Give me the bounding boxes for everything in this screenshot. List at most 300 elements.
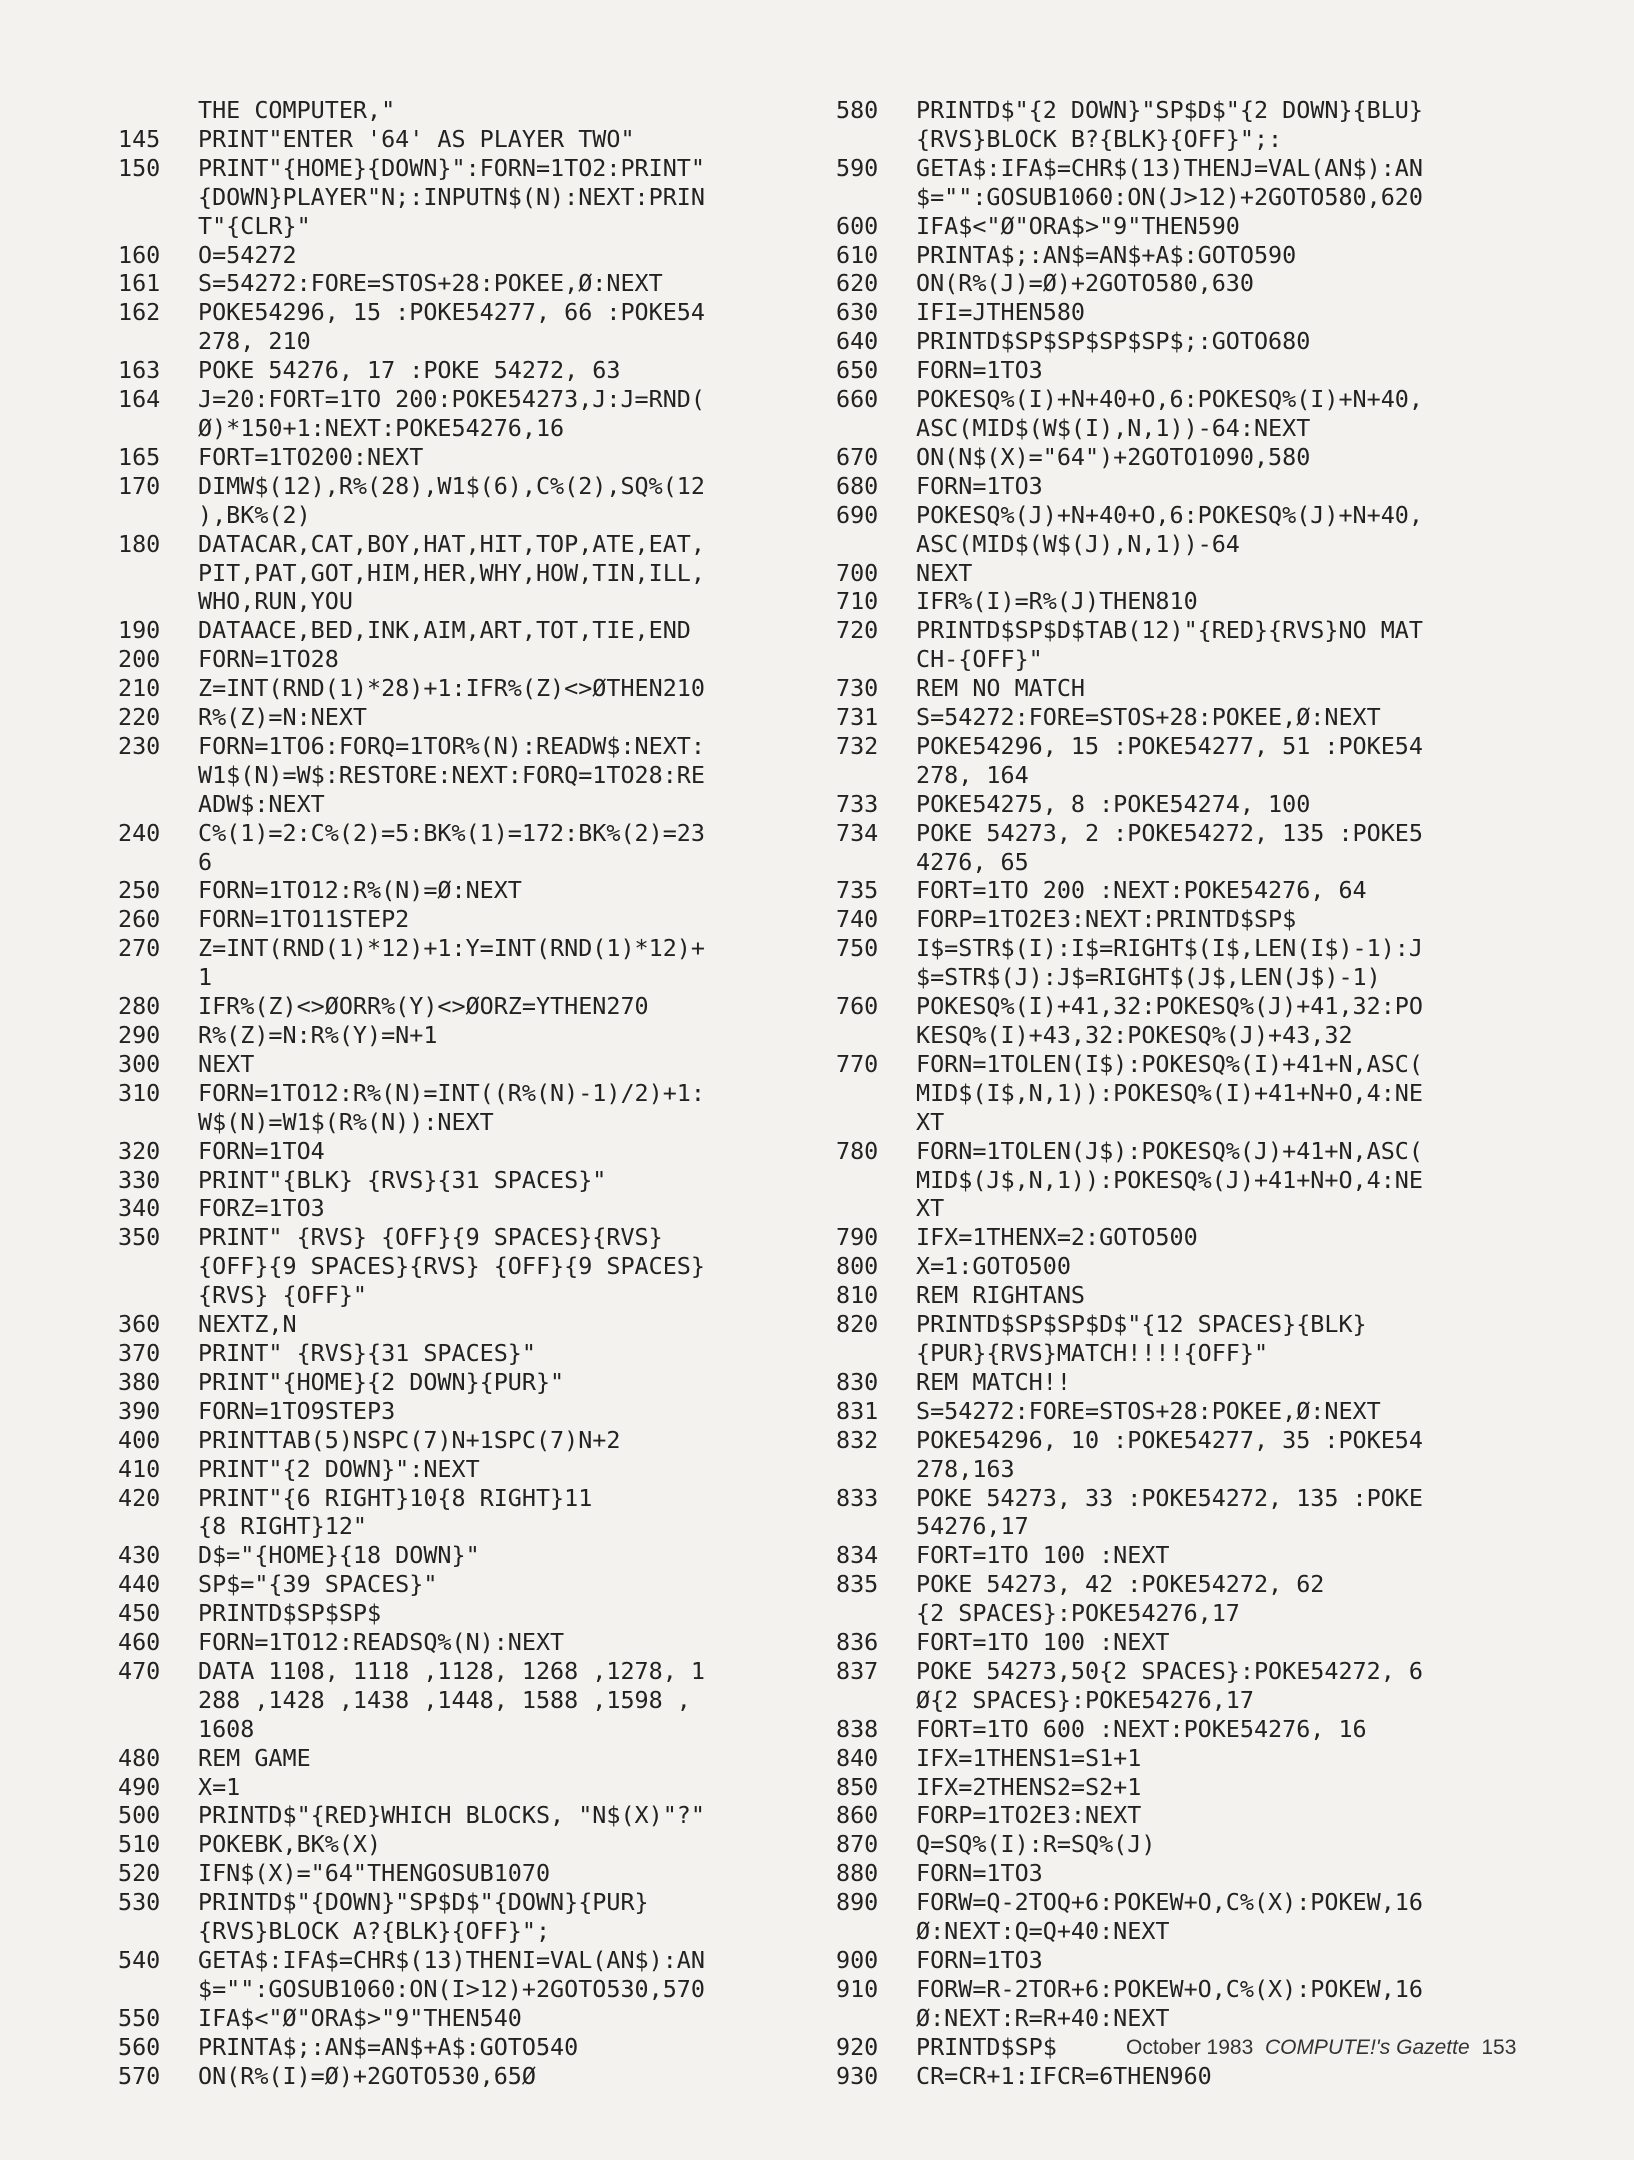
code-text: NEXTZ,N xyxy=(198,1310,297,1339)
code-line xyxy=(118,934,808,963)
line-number: 640 xyxy=(836,327,879,356)
code-text: NEXT xyxy=(198,1049,255,1078)
code-line xyxy=(836,154,1536,183)
code-text: FORN=1TO28 xyxy=(198,645,339,674)
line-number: 460 xyxy=(118,1628,161,1657)
line-number xyxy=(118,1281,198,1310)
code-line xyxy=(118,472,808,501)
code-text: FORP=1TO2E3:NEXT xyxy=(916,1801,1142,1830)
line-number: 880 xyxy=(836,1859,879,1888)
line-number: 700 xyxy=(836,558,879,587)
code-text: ADW$:NEXT xyxy=(198,789,325,818)
code-text: IFA$<"Ø"ORA$>"9"THEN590 xyxy=(916,211,1240,240)
line-number xyxy=(118,1686,198,1715)
line-number xyxy=(836,1339,916,1368)
code-line xyxy=(836,1252,1536,1281)
code-text: $=STR$(J):J$=RIGHT$(J$,LEN(J$)-1) xyxy=(916,963,1381,992)
code-line xyxy=(836,1801,1536,1830)
code-text: FORN=1TO4 xyxy=(198,1136,325,1165)
line-number: 220 xyxy=(118,703,161,732)
code-text: {2 SPACES}:POKE54276,17 xyxy=(916,1599,1240,1628)
line-number: 840 xyxy=(836,1743,879,1772)
code-text: PRINT" {RVS}{31 SPACES}" xyxy=(198,1338,536,1367)
code-line xyxy=(836,934,1536,963)
line-number: 530 xyxy=(118,1888,161,1917)
code-text: PRINTD$"{DOWN}"SP$D$"{DOWN}{PUR} xyxy=(198,1888,649,1917)
code-text: PRINT"ENTER '64' AS PLAYER TWO" xyxy=(198,124,635,153)
line-number: 750 xyxy=(836,934,879,963)
code-line xyxy=(836,645,1536,674)
code-line xyxy=(118,183,808,212)
line-number: 260 xyxy=(118,905,161,934)
line-number: 620 xyxy=(836,269,879,298)
code-line xyxy=(118,1628,808,1657)
line-number xyxy=(836,1686,916,1715)
code-line xyxy=(118,674,808,703)
code-text: FORN=1TO3 xyxy=(916,356,1043,385)
line-number: 150 xyxy=(118,153,161,182)
line-number: 831 xyxy=(836,1396,879,1425)
line-number: 832 xyxy=(836,1425,879,1454)
line-number xyxy=(118,1252,198,1281)
line-number: 480 xyxy=(118,1743,161,1772)
code-text: FORP=1TO2E3:NEXT:PRINTD$SP$ xyxy=(916,905,1297,934)
code-line xyxy=(118,1339,808,1368)
code-line xyxy=(836,414,1536,443)
code-text: J=20:FORT=1TO 200:POKE54273,J:J=RND( xyxy=(198,385,705,414)
code-line xyxy=(118,992,808,1021)
code-line xyxy=(836,385,1536,414)
line-number: 770 xyxy=(836,1049,879,1078)
code-text: 278, 210 xyxy=(198,327,311,356)
line-number: 610 xyxy=(836,240,879,269)
line-number xyxy=(836,963,916,992)
line-number: 170 xyxy=(118,471,161,500)
code-line xyxy=(836,269,1536,298)
code-line xyxy=(836,1194,1536,1223)
code-text: DATAACE,BED,INK,AIM,ART,TOT,TIE,END xyxy=(198,616,691,645)
line-number: 680 xyxy=(836,471,879,500)
code-line xyxy=(118,1512,808,1541)
code-text: PRINT"{HOME}{DOWN}":FORN=1TO2:PRINT" xyxy=(198,153,705,182)
line-number: 731 xyxy=(836,703,879,732)
code-line xyxy=(836,1368,1536,1397)
code-text: FORN=1TO3 xyxy=(916,1859,1043,1888)
line-number: 520 xyxy=(118,1859,161,1888)
code-line xyxy=(118,1686,808,1715)
line-number: 910 xyxy=(836,1974,879,2003)
code-line xyxy=(836,1426,1536,1455)
line-number: 920 xyxy=(836,2032,879,2061)
line-number xyxy=(836,530,916,559)
code-text: PRINTD$SP$SP$ xyxy=(198,1599,382,1628)
line-number xyxy=(836,183,916,212)
code-line xyxy=(118,645,808,674)
line-number xyxy=(836,645,916,674)
code-text: FORN=1TO11STEP2 xyxy=(198,905,410,934)
code-text: POKE54296, 15 :POKE54277, 51 :POKE54 xyxy=(916,731,1423,760)
line-number: 600 xyxy=(836,211,879,240)
code-line xyxy=(836,1079,1536,1108)
code-text: DATA 1108, 1118 ,1128, 1268 ,1278, 1 xyxy=(198,1656,705,1685)
code-line xyxy=(836,703,1536,732)
code-line xyxy=(118,1194,808,1223)
line-number xyxy=(836,1917,916,1946)
code-line xyxy=(836,327,1536,356)
line-number: 145 xyxy=(118,124,161,153)
line-number xyxy=(836,1194,916,1223)
code-text: 6 xyxy=(198,847,213,876)
code-line xyxy=(118,1744,808,1773)
code-text: {PUR}{RVS}MATCH!!!!{OFF}" xyxy=(916,1338,1269,1367)
line-number xyxy=(836,1108,916,1137)
code-text: R%(Z)=N:R%(Y)=N+1 xyxy=(198,1021,438,1049)
code-text: XT xyxy=(916,1194,945,1223)
code-line xyxy=(118,1657,808,1686)
line-number: 540 xyxy=(118,1946,161,1974)
code-line xyxy=(836,790,1536,819)
code-text: PRINTD$SP$SP$D$"{12 SPACES}{BLK} xyxy=(916,1310,1367,1339)
code-text: R%(Z)=N:NEXT xyxy=(198,703,367,732)
code-text: PRINT" {RVS} {OFF}{9 SPACES}{RVS} xyxy=(198,1223,663,1252)
line-number xyxy=(118,501,198,530)
code-line xyxy=(118,96,808,125)
code-text: 1608 xyxy=(198,1714,255,1743)
code-line xyxy=(118,1801,808,1830)
line-number: 730 xyxy=(836,674,879,703)
code-text: S=54272:FORE=STOS+28:POKEE,Ø:NEXT xyxy=(916,1396,1381,1425)
code-text: C%(1)=2:C%(2)=5:BK%(1)=172:BK%(2)=23 xyxy=(198,818,705,847)
code-line xyxy=(118,501,808,530)
code-line xyxy=(836,472,1536,501)
code-line xyxy=(118,1252,808,1281)
code-line xyxy=(118,1599,808,1628)
code-line xyxy=(118,2033,808,2062)
code-text: T"{CLR}" xyxy=(198,211,311,240)
line-number: 360 xyxy=(118,1310,161,1339)
code-line xyxy=(118,963,808,992)
code-text: 278,163 xyxy=(916,1454,1015,1483)
code-line xyxy=(836,530,1536,559)
code-line xyxy=(836,2004,1536,2033)
code-text: POKE 54273, 33 :POKE54272, 135 :POKE xyxy=(916,1483,1423,1512)
line-number: 320 xyxy=(118,1136,161,1165)
code-line xyxy=(118,1397,808,1426)
line-number: 733 xyxy=(836,789,879,818)
code-text: FORN=1TO12:R%(N)=Ø:NEXT xyxy=(198,876,522,905)
code-text: FORT=1TO200:NEXT xyxy=(198,442,424,471)
code-text: ),BK%(2) xyxy=(198,500,311,529)
line-number: 580 xyxy=(836,96,879,124)
code-text: POKE54296, 15 :POKE54277, 66 :POKE54 xyxy=(198,298,705,327)
line-number: 163 xyxy=(118,356,161,385)
line-number: 670 xyxy=(836,442,879,471)
code-text: Z=INT(RND(1)*28)+1:IFR%(Z)<>ØTHEN210 xyxy=(198,674,705,703)
code-text: POKE54275, 8 :POKE54274, 100 xyxy=(916,789,1311,818)
footer-date: October 1983 xyxy=(1126,2036,1254,2059)
code-text: 288 ,1428 ,1438 ,1448, 1588 ,1598 , xyxy=(198,1685,691,1714)
line-number: 290 xyxy=(118,1021,161,1049)
code-line xyxy=(118,1050,808,1079)
line-number: 735 xyxy=(836,876,879,905)
code-line xyxy=(836,1917,1536,1946)
code-line xyxy=(118,848,808,877)
line-number xyxy=(836,1166,916,1195)
code-line xyxy=(836,1021,1536,1050)
code-line xyxy=(118,616,808,645)
line-number xyxy=(118,1715,198,1744)
code-text: O=54272 xyxy=(198,240,297,269)
code-text: {RVS}BLOCK B?{BLK}{OFF}";: xyxy=(916,124,1283,153)
line-number: 710 xyxy=(836,587,879,616)
code-line xyxy=(836,1310,1536,1339)
code-line xyxy=(118,1715,808,1744)
code-line xyxy=(118,443,808,472)
line-number: 340 xyxy=(118,1194,161,1223)
line-number: 837 xyxy=(836,1656,879,1685)
line-number: 240 xyxy=(118,818,161,847)
code-text: D$="{HOME}{18 DOWN}" xyxy=(198,1541,480,1570)
code-line xyxy=(118,1166,808,1195)
code-line xyxy=(118,1859,808,1888)
line-number: 630 xyxy=(836,298,879,327)
line-number xyxy=(118,183,198,212)
code-line xyxy=(836,1455,1536,1484)
code-text: PRINTA$;:AN$=AN$+A$:GOTO540 xyxy=(198,2032,579,2061)
code-line xyxy=(118,587,808,616)
footer-page-number: 153 xyxy=(1481,2036,1517,2059)
code-text: REM MATCH!! xyxy=(916,1367,1071,1396)
code-line xyxy=(836,2062,1536,2091)
code-line xyxy=(118,154,808,183)
line-number: 165 xyxy=(118,442,161,471)
code-line xyxy=(836,1657,1536,1686)
line-number: 930 xyxy=(836,2061,879,2090)
line-number: 440 xyxy=(118,1570,161,1599)
code-text: REM NO MATCH xyxy=(916,674,1085,703)
line-number: 270 xyxy=(118,934,161,963)
line-number: 470 xyxy=(118,1656,161,1685)
code-line xyxy=(836,559,1536,588)
code-line xyxy=(836,1773,1536,1802)
code-line xyxy=(118,298,808,327)
code-line xyxy=(836,443,1536,472)
code-line xyxy=(836,1050,1536,1079)
code-line xyxy=(118,732,808,761)
code-line xyxy=(836,501,1536,530)
line-number xyxy=(118,587,198,616)
line-number xyxy=(118,790,198,819)
code-text: PIT,PAT,GOT,HIM,HER,WHY,HOW,TIN,ILL, xyxy=(198,558,705,587)
code-line xyxy=(836,819,1536,848)
code-text: PRINT"{HOME}{2 DOWN}{PUR}" xyxy=(198,1367,565,1396)
line-number: 400 xyxy=(118,1425,161,1454)
code-text: ON(R%(J)=Ø)+2GOTO580,630 xyxy=(916,269,1254,298)
code-text: PRINTD$SP$SP$SP$SP$;:GOTO680 xyxy=(916,327,1311,356)
code-text: NEXT xyxy=(916,558,973,587)
code-line xyxy=(836,125,1536,154)
code-line xyxy=(836,1859,1536,1888)
code-line xyxy=(836,1223,1536,1252)
code-text: POKE 54276, 17 :POKE 54272, 63 xyxy=(198,356,621,385)
code-text: IFR%(I)=R%(J)THEN810 xyxy=(916,587,1198,616)
code-text: WHO,RUN,YOU xyxy=(198,587,353,616)
code-text: {OFF}{9 SPACES}{RVS} {OFF}{9 SPACES} xyxy=(198,1252,705,1281)
code-line xyxy=(836,761,1536,790)
line-number: 161 xyxy=(118,269,161,298)
code-line xyxy=(836,1339,1536,1368)
code-text: CH-{OFF}" xyxy=(916,645,1043,674)
line-number: 500 xyxy=(118,1801,161,1830)
code-text: MID$(J$,N,1)):POKESQ%(J)+41+N+O,4:NE xyxy=(916,1165,1423,1194)
code-text: Z=INT(RND(1)*12)+1:Y=INT(RND(1)*12)+ xyxy=(198,934,705,963)
code-text: S=54272:FORE=STOS+28:POKEE,Ø:NEXT xyxy=(916,703,1381,732)
code-line xyxy=(836,298,1536,327)
line-number xyxy=(836,848,916,877)
line-number: 330 xyxy=(118,1165,161,1194)
footer-magazine: COMPUTE!'s Gazette xyxy=(1264,2036,1470,2059)
code-text: CR=CR+1:IFCR=6THEN960 xyxy=(916,2061,1212,2090)
code-line xyxy=(118,530,808,559)
code-text: ON(N$(X)="64")+2GOTO1090,580 xyxy=(916,442,1311,471)
code-text: GETA$:IFA$=CHR$(13)THENJ=VAL(AN$):AN xyxy=(916,153,1423,182)
code-line xyxy=(118,1888,808,1917)
line-number: 450 xyxy=(118,1599,161,1628)
line-number: 780 xyxy=(836,1136,879,1165)
code-text: FORN=1TO3 xyxy=(916,471,1043,500)
code-line xyxy=(836,1166,1536,1195)
code-line xyxy=(836,1137,1536,1166)
line-number xyxy=(836,1079,916,1108)
code-line xyxy=(836,1541,1536,1570)
line-number xyxy=(118,761,198,790)
code-text: PRINTTAB(5)NSPC(7)N+1SPC(7)N+2 xyxy=(198,1425,621,1454)
line-number: 190 xyxy=(118,616,161,645)
code-line xyxy=(118,1975,808,2004)
line-number xyxy=(118,559,198,588)
code-line xyxy=(118,2004,808,2033)
code-line xyxy=(836,183,1536,212)
code-text: DATACAR,CAT,BOY,HAT,HIT,TOP,ATE,EAT, xyxy=(198,529,705,558)
code-line xyxy=(836,1830,1536,1859)
line-number xyxy=(836,1512,916,1541)
code-text: 54276,17 xyxy=(916,1512,1029,1541)
line-number: 230 xyxy=(118,731,161,760)
line-number: 380 xyxy=(118,1367,161,1396)
line-number: 800 xyxy=(836,1252,879,1281)
line-number xyxy=(836,1599,916,1628)
code-line xyxy=(118,1917,808,1946)
line-number xyxy=(836,1021,916,1050)
code-line xyxy=(836,876,1536,905)
left-listing-column xyxy=(118,96,808,2091)
code-line xyxy=(836,1946,1536,1975)
code-text: {8 RIGHT}12" xyxy=(198,1512,367,1541)
code-text: ON(R%(I)=Ø)+2GOTO530,65Ø xyxy=(198,2061,536,2090)
code-text: Ø:NEXT:R=R+40:NEXT xyxy=(916,2003,1170,2032)
code-line xyxy=(118,905,808,934)
code-text: {RVS} {OFF}" xyxy=(198,1281,367,1310)
code-line xyxy=(836,905,1536,934)
code-text: FORT=1TO 200 :NEXT:POKE54276, 64 xyxy=(916,876,1367,905)
line-number: 550 xyxy=(118,2003,161,2032)
code-line xyxy=(118,1426,808,1455)
line-number: 870 xyxy=(836,1830,879,1859)
line-number: 280 xyxy=(118,992,161,1021)
line-number: 390 xyxy=(118,1396,161,1425)
code-line xyxy=(118,385,808,414)
line-number xyxy=(118,414,198,443)
code-text: POKESQ%(I)+N+40+O,6:POKESQ%(I)+N+40, xyxy=(916,385,1423,414)
code-text: FORZ=1TO3 xyxy=(198,1194,325,1223)
line-number: 836 xyxy=(836,1628,879,1657)
code-text: Ø{2 SPACES}:POKE54276,17 xyxy=(916,1685,1254,1714)
line-number xyxy=(118,848,198,877)
code-text: 1 xyxy=(198,963,213,992)
code-line xyxy=(118,1310,808,1339)
code-line xyxy=(836,1975,1536,2004)
line-number: 660 xyxy=(836,385,879,414)
line-number: 162 xyxy=(118,298,161,327)
code-line xyxy=(836,1628,1536,1657)
code-line xyxy=(836,732,1536,761)
code-text: FORT=1TO 100 :NEXT xyxy=(916,1628,1170,1657)
code-text: DIMW$(12),R%(28),W1$(6),C%(2),SQ%(12 xyxy=(198,471,705,500)
line-number: 370 xyxy=(118,1338,161,1367)
code-text: PRINTD$"{2 DOWN}"SP$D$"{2 DOWN}{BLU} xyxy=(916,96,1423,124)
code-text: PRINT"{2 DOWN}":NEXT xyxy=(198,1454,480,1483)
line-number: 890 xyxy=(836,1888,879,1917)
line-number: 835 xyxy=(836,1570,879,1599)
code-line xyxy=(118,1541,808,1570)
code-line xyxy=(836,674,1536,703)
line-number: 300 xyxy=(118,1049,161,1078)
line-number: 490 xyxy=(118,1772,161,1801)
code-line xyxy=(118,327,808,356)
line-number xyxy=(118,1108,198,1137)
code-line xyxy=(118,559,808,588)
code-text: PRINT"{6 RIGHT}10{8 RIGHT}11 xyxy=(198,1483,593,1512)
code-line xyxy=(836,1715,1536,1744)
code-text: $="":GOSUB1060:ON(J>12)+2GOTO580,620 xyxy=(916,182,1423,211)
code-line xyxy=(836,963,1536,992)
code-text: X=1 xyxy=(198,1772,241,1801)
line-number xyxy=(836,2004,916,2033)
line-number: 833 xyxy=(836,1483,879,1512)
code-text: IFI=JTHEN580 xyxy=(916,298,1085,327)
code-text: {DOWN}PLAYER"N;:INPUTN$(N):NEXT:PRIN xyxy=(198,182,705,211)
code-line xyxy=(118,819,808,848)
line-number: 560 xyxy=(118,2032,161,2061)
code-line xyxy=(118,1773,808,1802)
line-number: 160 xyxy=(118,240,161,269)
line-number: 430 xyxy=(118,1541,161,1570)
line-number: 650 xyxy=(836,356,879,385)
line-number: 734 xyxy=(836,818,879,847)
line-number: 510 xyxy=(118,1830,161,1859)
code-line xyxy=(836,1484,1536,1513)
code-text: FORN=1TO6:FORQ=1TOR%(N):READW$:NEXT: xyxy=(198,731,705,760)
code-text: FORN=1TO12:R%(N)=INT((R%(N)-1)/2)+1: xyxy=(198,1078,705,1107)
code-line xyxy=(118,1570,808,1599)
line-number xyxy=(836,761,916,790)
code-line xyxy=(118,1484,808,1513)
code-line xyxy=(118,125,808,154)
code-text: X=1:GOTO500 xyxy=(916,1252,1071,1281)
line-number xyxy=(118,1512,198,1541)
code-text: POKE 54273,50{2 SPACES}:POKE54272, 6 xyxy=(916,1656,1423,1685)
code-line xyxy=(118,1368,808,1397)
